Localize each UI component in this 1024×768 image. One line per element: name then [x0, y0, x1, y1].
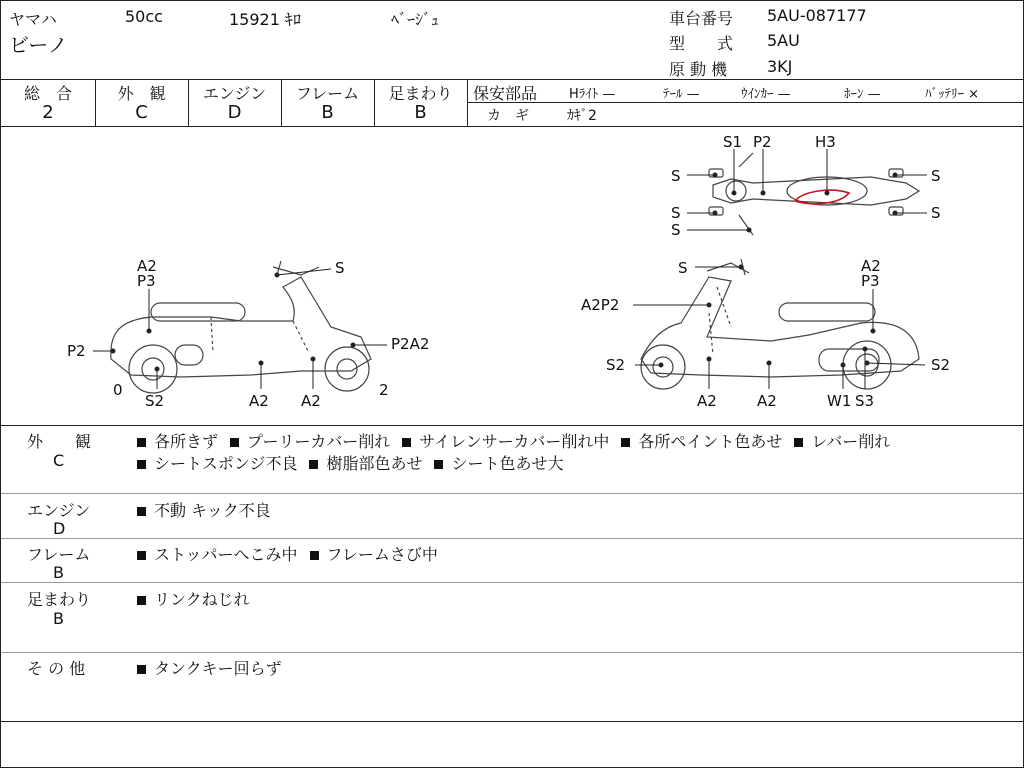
- key-label: カ ギ: [487, 108, 529, 124]
- displacement: 50cc: [125, 7, 163, 26]
- safety-headlight: Hﾗｲﾄ —: [569, 87, 616, 102]
- grade-value-overall: 2: [42, 102, 54, 123]
- engine-label: 原 動 機: [669, 60, 728, 79]
- model-name: ビーノ: [9, 33, 68, 57]
- top-label-s-c: S: [671, 221, 681, 239]
- grade-value-frame: B: [321, 102, 334, 123]
- left-label-p3: P3: [137, 272, 156, 290]
- left-label-s: S: [335, 259, 345, 277]
- remark-grade: C: [53, 451, 65, 470]
- remark-line: 各所きず プーリーカバー削れ サイレンサーカバー削れ中 各所ペイント色あせ レバー削れ: [137, 429, 902, 452]
- type-value: 5AU: [767, 31, 800, 50]
- right-label-a2p2: A2P2: [581, 296, 620, 314]
- remark-grade: B: [53, 609, 64, 628]
- frame-no-label: 車台番号: [669, 9, 734, 28]
- grade-label-overall: 総 合: [23, 84, 72, 103]
- top-label-s-e: S: [931, 204, 941, 222]
- left-label-p2: P2: [67, 342, 86, 360]
- right-label-s2-a: S2: [606, 356, 626, 374]
- right-label-a2-c: A2: [757, 392, 777, 410]
- remark-label: 外 観: [27, 432, 92, 451]
- remark-line: シートスポンジ不良 樹脂部色あせ シート色あせ大: [137, 451, 575, 474]
- left-label-a2-b: A2: [249, 392, 269, 410]
- top-label-p2: P2: [753, 133, 772, 151]
- remark-label: エンジン: [27, 501, 91, 520]
- left-label-2: 2: [379, 381, 389, 399]
- left-label-a2-c: A2: [301, 392, 321, 410]
- top-view-scooter: [709, 153, 919, 235]
- grade-value-suspension: B: [414, 102, 427, 123]
- safety-label: 保安部品: [473, 84, 538, 103]
- frame-no: 5AU-087177: [767, 6, 867, 25]
- type-label: 型 式: [669, 34, 734, 53]
- body-color: ﾍﾞｰｼﾞｭ: [391, 10, 440, 29]
- grade-value-engine: D: [227, 102, 242, 123]
- top-label-s-d: S: [931, 167, 941, 185]
- right-label-s: S: [678, 259, 688, 277]
- remark-label: そ の 他: [27, 659, 86, 678]
- safety-tail: ﾃｰﾙ —: [663, 87, 700, 102]
- remark-label: 足まわり: [27, 590, 92, 609]
- grade-value-exterior: C: [135, 102, 148, 123]
- top-label-h3: H3: [815, 133, 836, 151]
- right-label-s3: S3: [855, 392, 875, 410]
- safety-battery: ﾊﾞｯﾃﾘｰ ×: [925, 87, 980, 102]
- remark-line: 不動 キック不良: [137, 498, 283, 521]
- top-label-s1: S1: [723, 133, 743, 151]
- grade-label-exterior: 外 観: [117, 84, 166, 103]
- key-value: ｶｷﾞ2: [567, 108, 597, 124]
- safety-horn: ﾎｰﾝ —: [844, 87, 881, 102]
- grade-label-suspension: 足まわり: [388, 84, 453, 103]
- remark-line: ストッパーへこみ中 フレームさび中: [137, 542, 450, 565]
- safety-winker: ｳｲﾝｶｰ —: [741, 87, 791, 102]
- right-label-s2-b: S2: [931, 356, 951, 374]
- remark-grade: B: [53, 563, 64, 582]
- top-label-s-a: S: [671, 167, 681, 185]
- remark-line: リンクねじれ: [137, 587, 262, 610]
- top-label-s-b: S: [671, 204, 681, 222]
- maker: ヤマハ: [9, 10, 57, 29]
- remark-grade: D: [53, 519, 66, 538]
- left-label-0: 0: [113, 381, 123, 399]
- left-label-p2a2: P2A2: [391, 335, 430, 353]
- grade-label-engine: エンジン: [202, 84, 267, 103]
- left-label-a2: A2: [137, 257, 157, 275]
- mileage: 15921 ｷﾛ: [229, 10, 301, 29]
- grade-label-frame: フレーム: [295, 84, 360, 103]
- right-label-a2: A2: [861, 257, 881, 275]
- right-label-a2-b: A2: [697, 392, 717, 410]
- right-label-w1: W1: [827, 392, 852, 410]
- engine-value: 3KJ: [767, 57, 793, 76]
- remark-label: フレーム: [27, 545, 91, 564]
- remark-line: タンクキー回らず: [137, 656, 294, 679]
- left-label-s2: S2: [145, 392, 165, 410]
- condition-diagram: [1, 127, 1023, 425]
- right-label-p3: P3: [861, 272, 880, 290]
